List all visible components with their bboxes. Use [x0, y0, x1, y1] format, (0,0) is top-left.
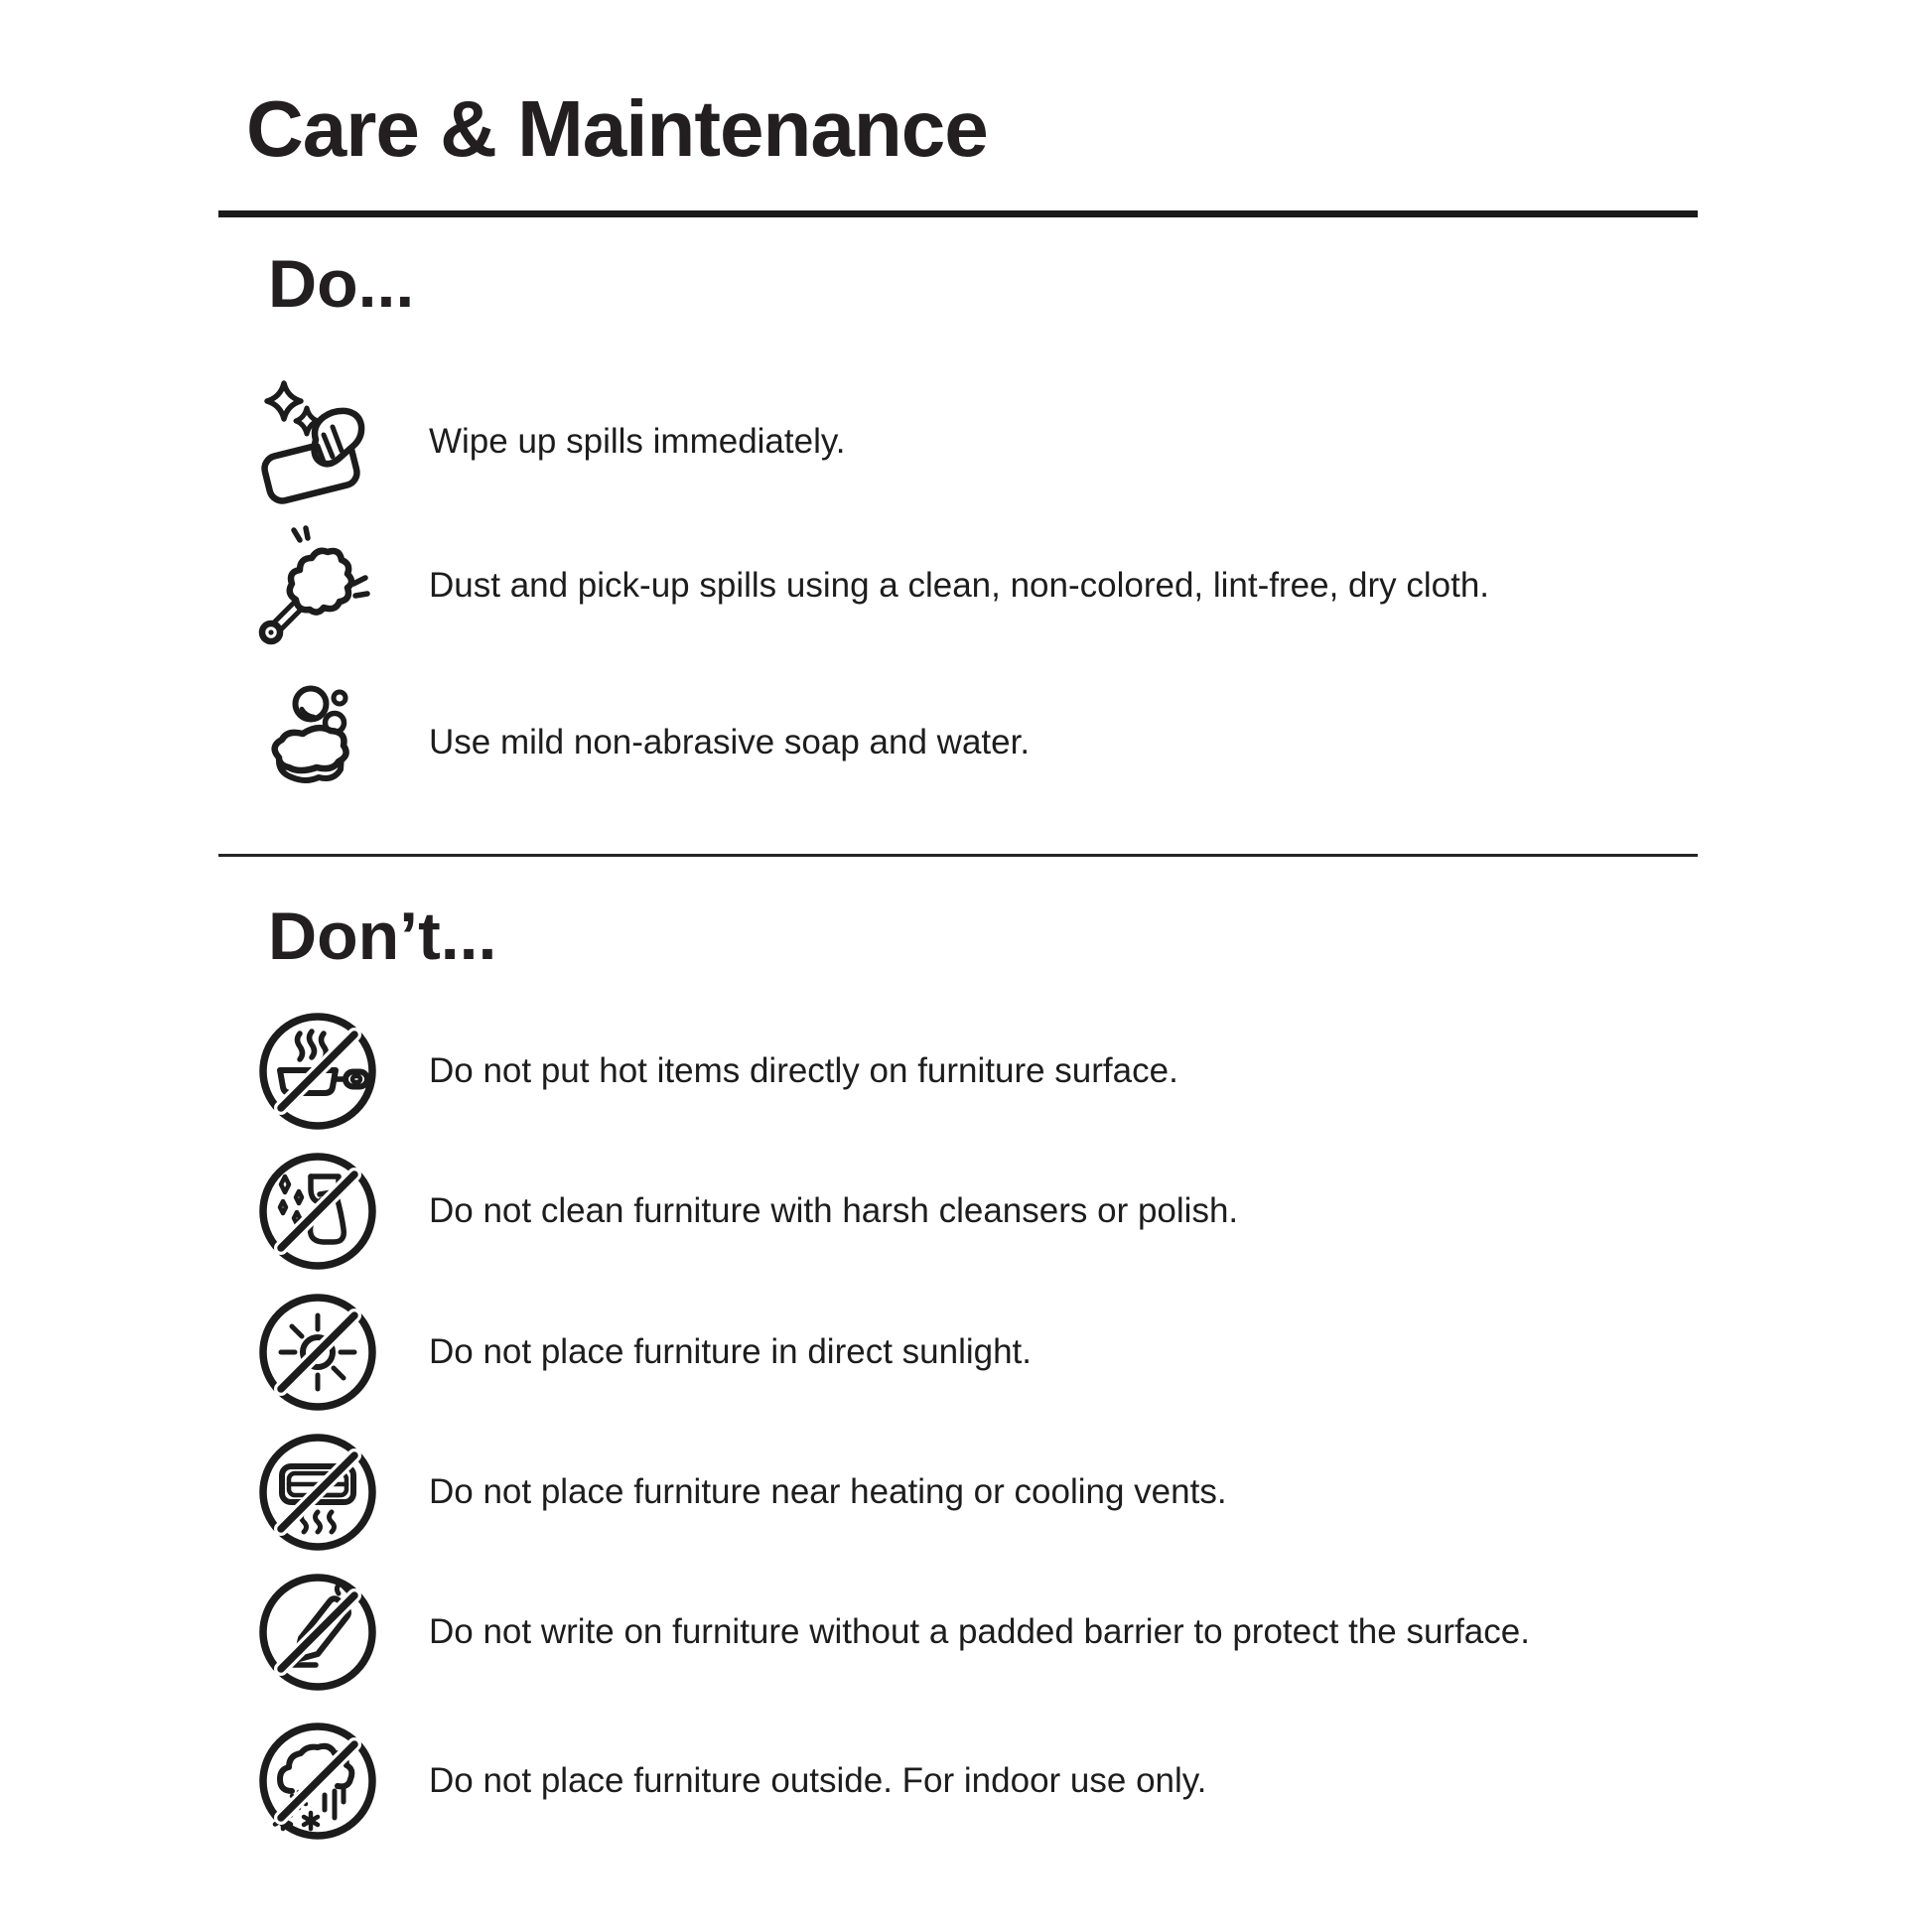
list-item [254, 522, 1698, 649]
title-divider [218, 210, 1698, 217]
instruction-text: Do not put hot items directly on furniture surface. [429, 1051, 1178, 1090]
no-harsh-cleansers-icon [254, 1148, 381, 1275]
instruction-text: Dust and pick-up spills using a clean, non-colored, lint-free, dry cloth. [429, 566, 1490, 605]
instruction-text: Do not place furniture near heating or cooling vents. [429, 1472, 1227, 1511]
no-direct-sunlight-icon [254, 1289, 381, 1416]
instruction-text: Do not write on furniture without a padded barrier to protect the surface. [429, 1612, 1530, 1651]
feather-duster-icon [254, 522, 381, 649]
list-item [254, 1429, 1698, 1556]
list-item [254, 1718, 1698, 1845]
page-title: Care & Maintenance [246, 84, 988, 173]
list-item [254, 1148, 1698, 1275]
instruction-text: Wipe up spills immediately. [429, 422, 846, 461]
list-item [254, 1008, 1698, 1135]
section-heading-do: Do... [268, 246, 415, 322]
instruction-text: Do not clean furniture with harsh cleansers or polish. [429, 1191, 1239, 1230]
no-writing-icon [254, 1569, 381, 1696]
list-item [254, 1569, 1698, 1696]
list-item [254, 679, 1698, 806]
list-item [254, 1289, 1698, 1416]
instruction-text: Do not place furniture outside. For indoor use only. [429, 1761, 1207, 1800]
instruction-text: Do not place furniture in direct sunlight. [429, 1332, 1032, 1371]
wipe-hand-icon [254, 378, 381, 505]
section-heading-dont: Don’t... [268, 898, 497, 974]
instruction-text: Use mild non-abrasive soap and water. [429, 723, 1031, 761]
list-item [254, 378, 1698, 505]
soap-bubbles-icon [254, 679, 381, 806]
section-divider [218, 854, 1698, 857]
no-heating-vents-icon [254, 1429, 381, 1556]
no-hot-items-icon [254, 1008, 381, 1135]
no-outdoor-use-icon [254, 1718, 381, 1845]
